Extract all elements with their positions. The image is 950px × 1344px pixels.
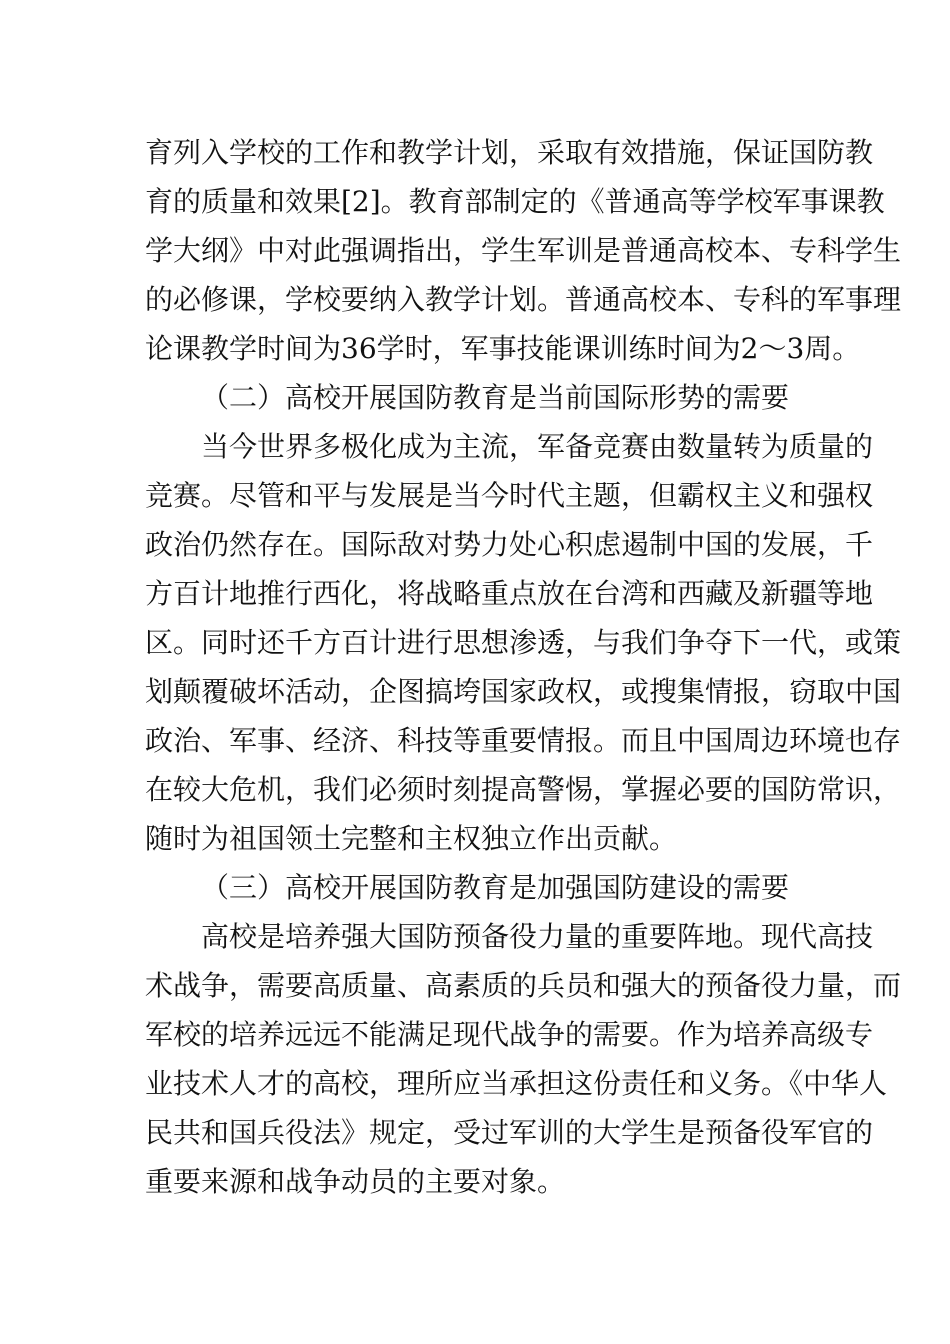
paragraph-line: 业技术人才的高校，理所应当承担这份责任和义务。《中华人 <box>145 1067 888 1100</box>
paragraph-line: 的必修课，学校要纳入教学计划。普通高校本、专科的军事理 <box>145 283 902 316</box>
document-body <box>145 128 902 1206</box>
section-heading: （二）高校开展国防教育是当前国际形势的需要 <box>201 381 790 414</box>
paragraph-line: 竞赛。尽管和平与发展是当今时代主题，但霸权主义和强权 <box>145 479 874 512</box>
paragraph-line: 政治仍然存在。国际敌对势力处心积虑遏制中国的发展，千 <box>145 528 874 561</box>
paragraph-line: 民共和国兵役法》规定，受过军训的大学生是预备役军官的 <box>145 1116 874 1149</box>
paragraph-line: 区。同时还千方百计进行思想渗透，与我们争夺下一代，或策 <box>145 626 902 659</box>
paragraph-line: 方百计地推行西化，将战略重点放在台湾和西藏及新疆等地 <box>145 577 874 610</box>
paragraph-line: 划颠覆破坏活动，企图搞垮国家政权，或搜集情报，窃取中国 <box>145 675 902 708</box>
section-heading: （三）高校开展国防教育是加强国防建设的需要 <box>201 871 790 904</box>
paragraph-line: 学大纲》中对此强调指出，学生军训是普通高校本、专科学生 <box>145 234 902 267</box>
paragraph-line: 政治、军事、经济、科技等重要情报。而且中国周边环境也存 <box>145 724 902 757</box>
paragraph-line: 重要来源和战争动员的主要对象。 <box>145 1165 566 1198</box>
paragraph-line: 在较大危机，我们必须时刻提高警惕，掌握必要的国防常识， <box>145 773 902 806</box>
paragraph-line: 高校是培养强大国防预备役力量的重要阵地。现代高技 <box>201 920 874 953</box>
paragraph-line: 论课教学时间为36学时，军事技能课训练时间为2～3周。 <box>145 332 861 365</box>
paragraph-line: 军校的培养远远不能满足现代战争的需要。作为培养高级专 <box>145 1018 874 1051</box>
paragraph-line: 当今世界多极化成为主流，军备竞赛由数量转为质量的 <box>201 430 874 463</box>
paragraph-line: 术战争，需要高质量、高素质的兵员和强大的预备役力量，而 <box>145 969 902 1002</box>
paragraph-line: 育的质量和效果[2]。教育部制定的《普通高等学校军事课教 <box>145 185 885 218</box>
paragraph-line: 随时为祖国领土完整和主权独立作出贡献。 <box>145 822 678 855</box>
paragraph-line: 育列入学校的工作和教学计划，采取有效措施，保证国防教 <box>145 136 874 169</box>
